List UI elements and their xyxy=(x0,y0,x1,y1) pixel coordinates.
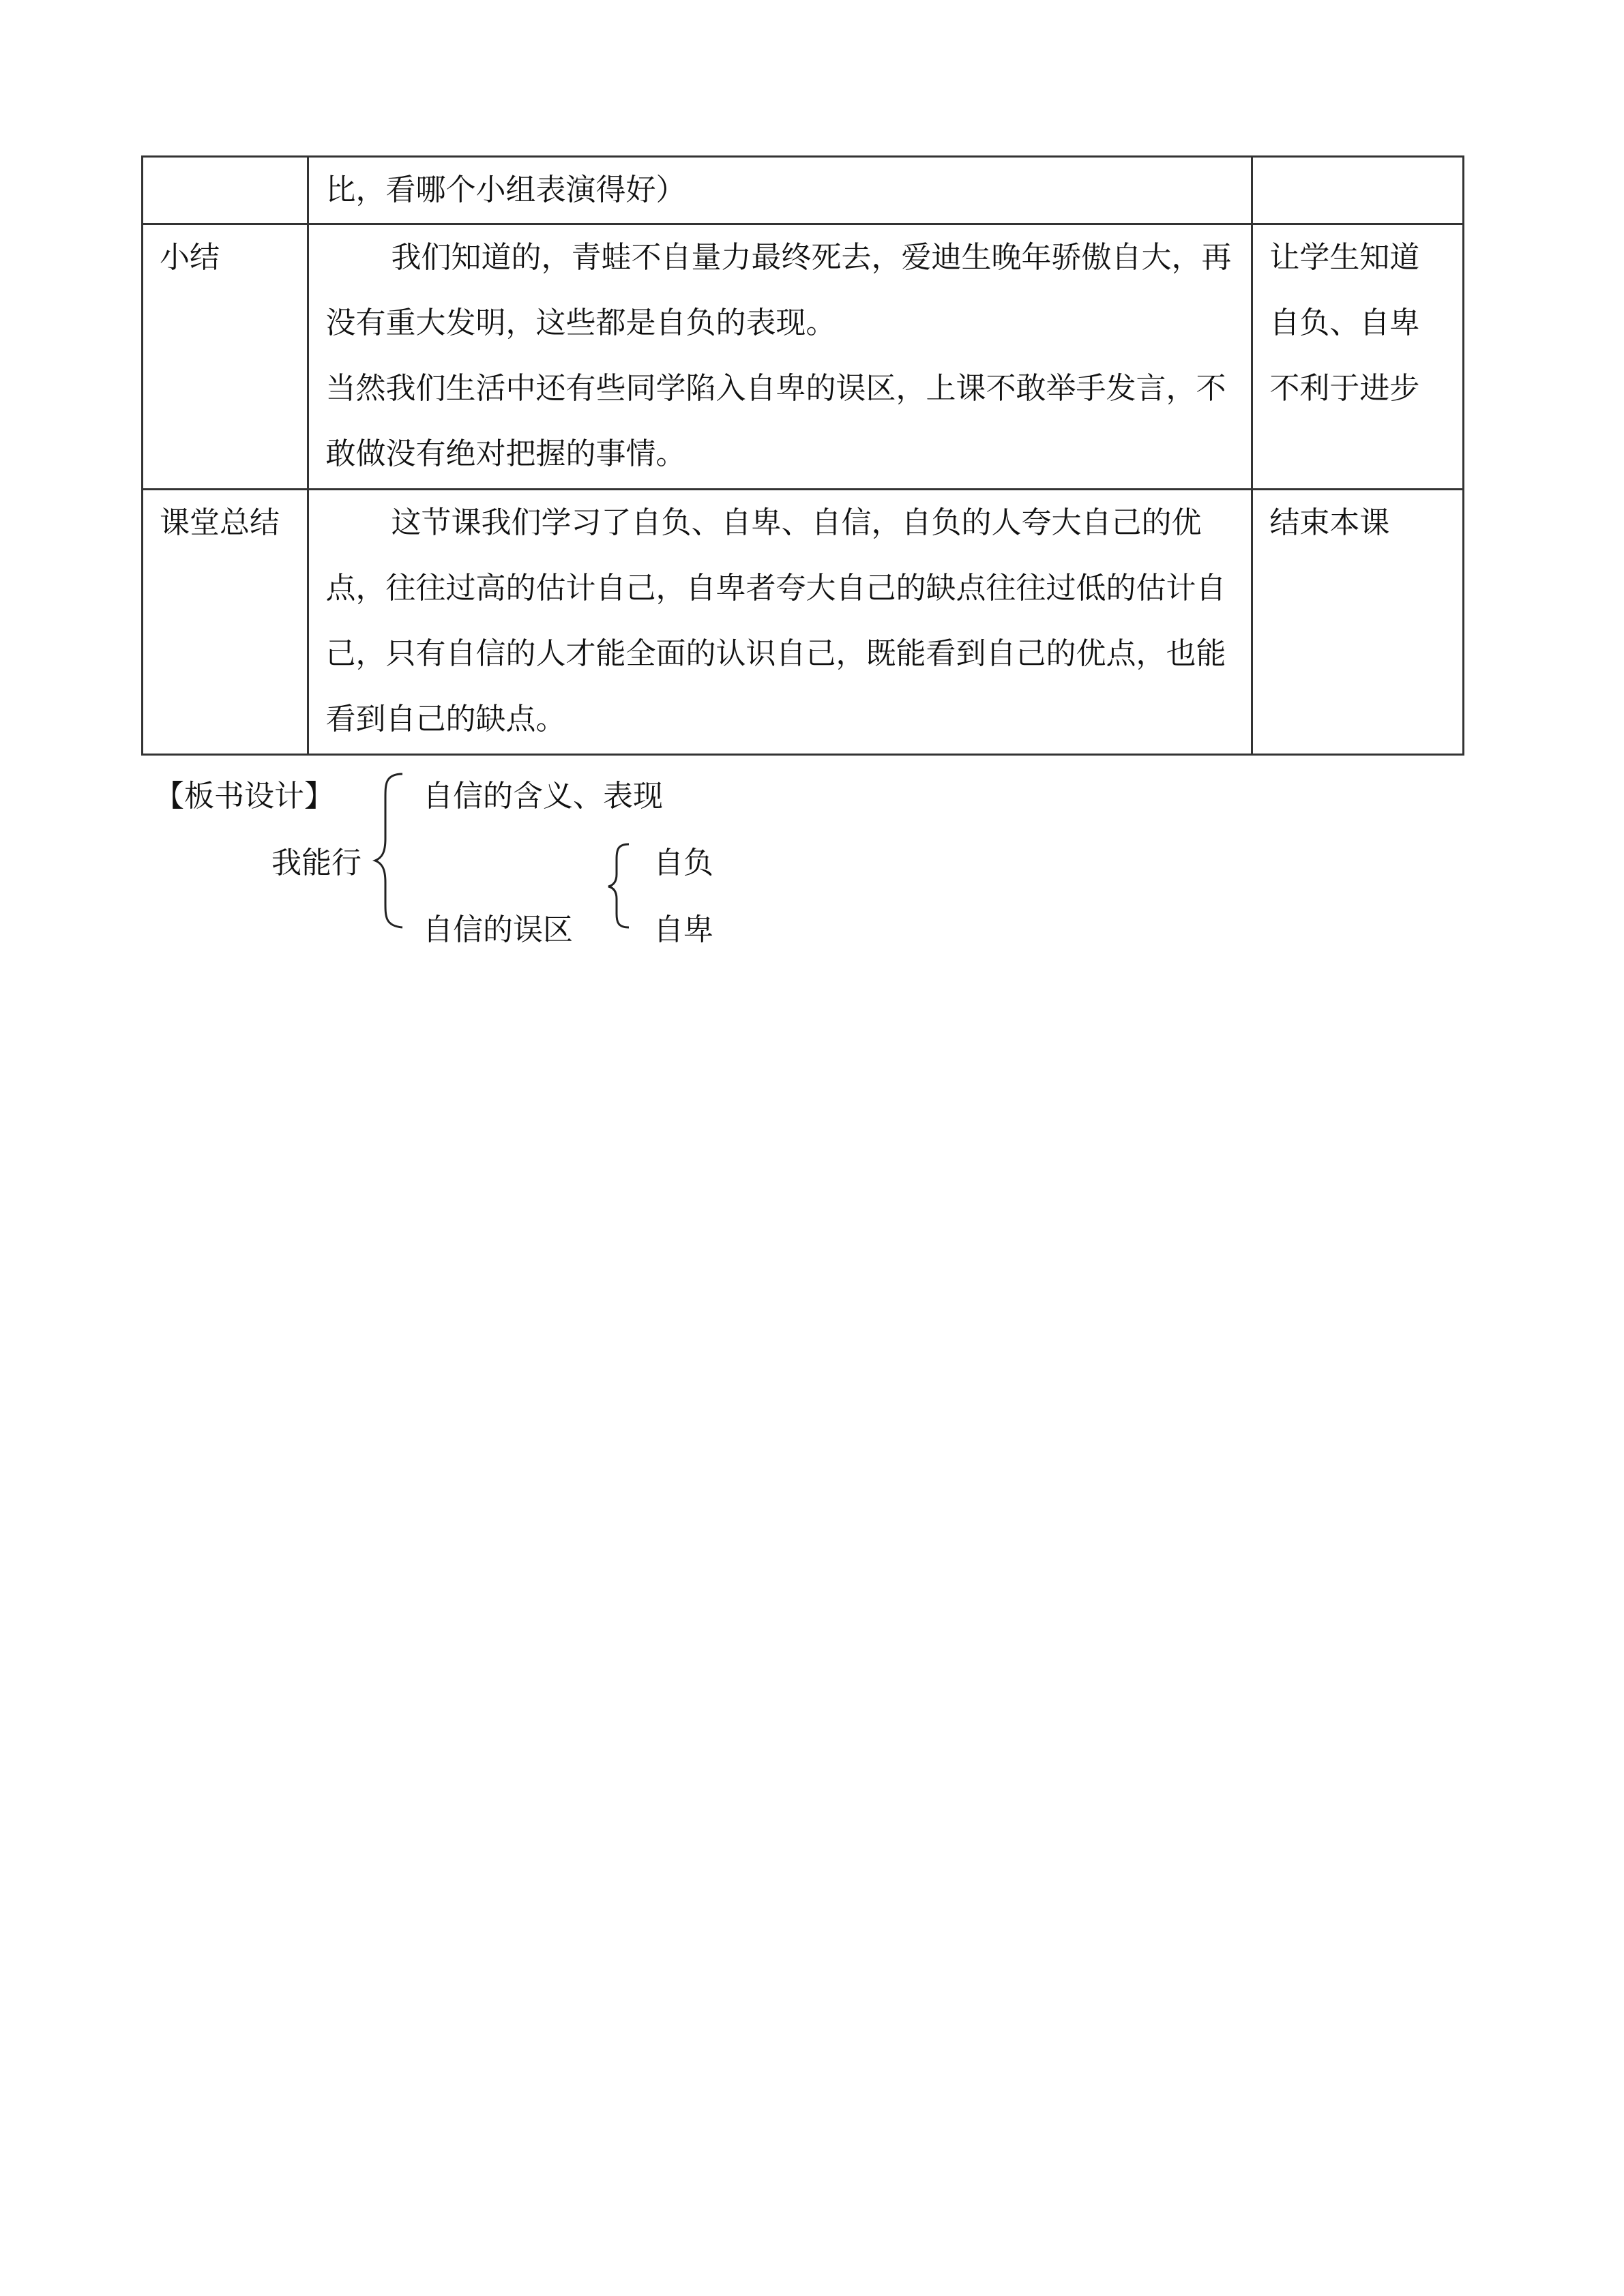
board-center-label: 我能行 xyxy=(271,846,361,880)
branch-bottom: 自信的误区 xyxy=(423,912,573,947)
content-paragraph: 我们知道的，青蛙不自量力最终死去，爱迪生晚年骄傲自大，再没有重大发明，这些都是自负的表现。 xyxy=(325,240,1232,340)
sub-item-bottom: 自卑 xyxy=(653,912,713,947)
board-heading: 【板书设计】 xyxy=(154,779,334,814)
row-label-cell: 课堂总结 xyxy=(143,490,308,755)
sub-brace-icon xyxy=(608,844,629,927)
main-brace-icon xyxy=(375,774,402,927)
board-design xyxy=(0,0,1624,1023)
row-note-cell: 结束本课 xyxy=(1252,490,1464,755)
content-paragraph: 当然我们生活中还有些同学陷入自卑的误区，上课不敢举手发言，不敢做没有绝对把握的事情。 xyxy=(325,371,1226,471)
brace-lines xyxy=(0,0,1624,1023)
row-label-cell: 小结 xyxy=(143,224,308,490)
sub-item-top: 自负 xyxy=(653,846,713,880)
branch-top: 自信的含义、表现 xyxy=(423,779,663,814)
row-note-cell: 让学生知道自负、自卑不利于进步 xyxy=(1252,224,1464,490)
content-paragraph: 比，看哪个小组表演得好） xyxy=(325,173,686,207)
content-paragraph: 这节课我们学习了自负、自卑、自信，自负的人夸大自己的优点，往往过高的估计自己，自卑者夸大自己的缺点往往过低的估计自己，只有自信的人才能全面的认识自己，既能看到自己的优点，也能看到自己的缺点。 xyxy=(325,505,1226,736)
